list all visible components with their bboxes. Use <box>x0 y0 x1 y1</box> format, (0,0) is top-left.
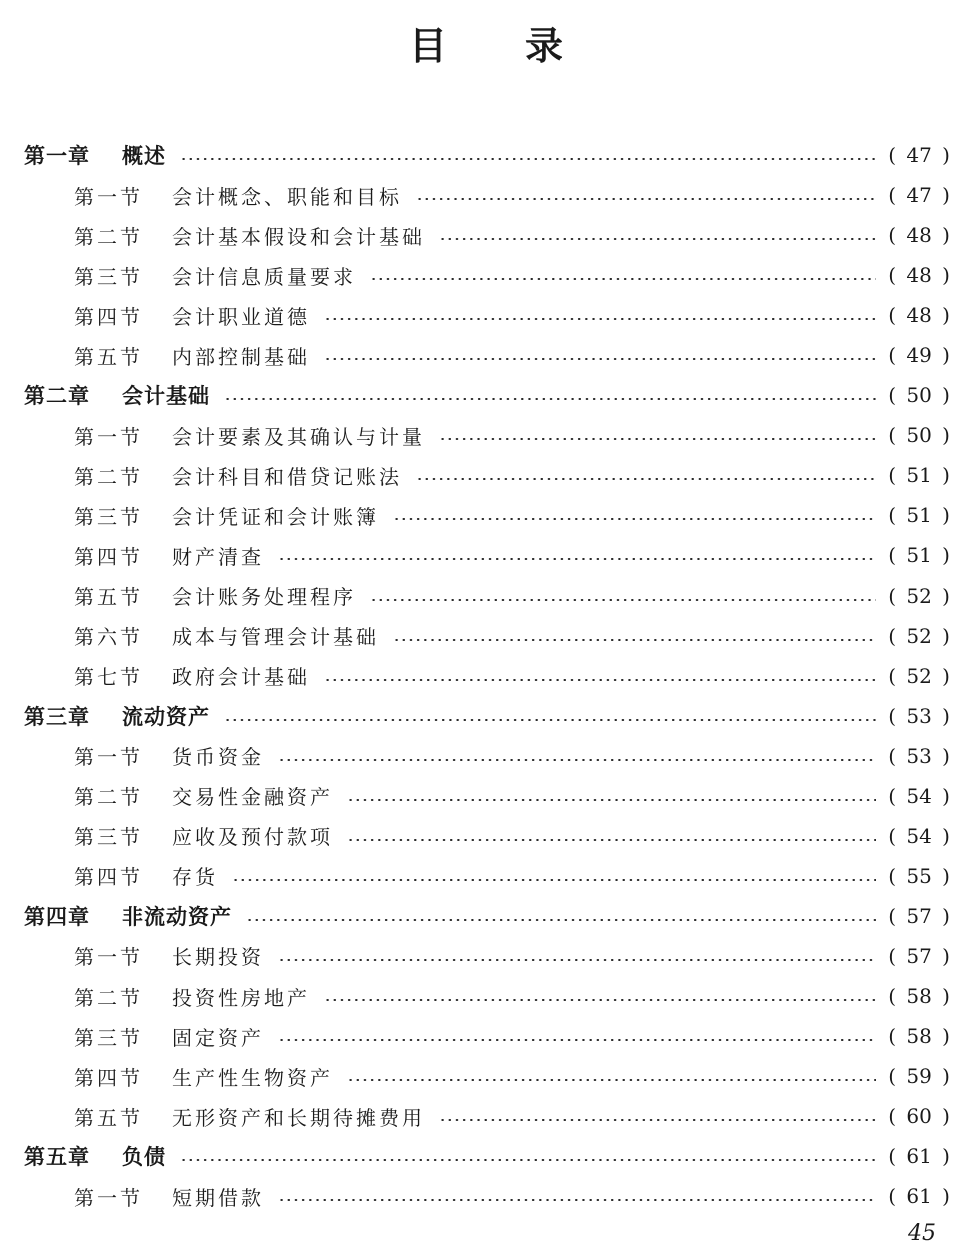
entry-title: 概述 <box>122 144 166 169</box>
entry-number: 第一节 <box>74 745 143 770</box>
entry-page-number: ( 58 ) <box>888 984 950 1008</box>
entry-page-number: ( 57 ) <box>888 903 950 928</box>
entry-page-number: ( 52 ) <box>888 583 950 608</box>
dot-leader <box>232 879 876 881</box>
toc-section-entry[interactable] <box>0 736 972 776</box>
toc-section-entry[interactable] <box>0 1176 972 1216</box>
entry-number: 第五节 <box>74 344 143 369</box>
toc-section-entry[interactable] <box>0 415 972 455</box>
entry-page-number: ( 52 ) <box>888 663 950 688</box>
entry-title: 会计凭证和会计账簿 <box>172 504 379 529</box>
entry-number: 第七节 <box>74 665 143 690</box>
entry-title: 会计要素及其确认与计量 <box>172 424 425 449</box>
entry-title: 负债 <box>122 1145 166 1170</box>
toc-section-entry[interactable] <box>0 495 972 535</box>
entry-title: 会计账务处理程序 <box>172 585 356 610</box>
dot-leader <box>347 799 876 801</box>
dot-leader <box>324 999 876 1001</box>
toc-section-entry[interactable] <box>0 535 972 575</box>
entry-number: 第一节 <box>74 1185 143 1210</box>
toc-section-entry[interactable] <box>0 1016 972 1056</box>
entry-number: 第一节 <box>74 184 143 209</box>
entry-page-number: ( 55 ) <box>888 863 950 888</box>
entry-page-number: ( 54 ) <box>888 783 950 808</box>
toc-section-entry[interactable] <box>0 455 972 495</box>
entry-title: 会计科目和借贷记账法 <box>172 464 402 489</box>
entry-title: 会计信息质量要求 <box>172 264 356 289</box>
entry-title: 存货 <box>172 865 218 890</box>
toc-section-entry[interactable] <box>0 335 972 375</box>
toc-section-entry[interactable] <box>0 1056 972 1096</box>
entry-page-number: ( 47 ) <box>888 183 950 208</box>
entry-page-number: ( 51 ) <box>888 543 950 568</box>
entry-page-number: ( 50 ) <box>888 423 950 448</box>
entry-number: 第四章 <box>24 904 90 929</box>
toc-section-entry[interactable] <box>0 215 972 255</box>
entry-number: 第三节 <box>74 264 143 289</box>
dot-leader <box>246 919 876 921</box>
toc-chapter-entry[interactable] <box>0 1136 972 1176</box>
entry-number: 第一章 <box>24 144 90 169</box>
dot-leader <box>416 198 876 200</box>
entry-title: 货币资金 <box>172 745 264 770</box>
entry-title: 会计基础 <box>122 384 210 409</box>
entry-page-number: ( 57 ) <box>888 943 950 968</box>
entry-number: 第二节 <box>74 224 143 249</box>
entry-page-number: ( 60 ) <box>888 1104 950 1129</box>
toc-chapter-entry[interactable] <box>0 135 972 175</box>
entry-page-number: ( 48 ) <box>888 303 950 328</box>
entry-number: 第四节 <box>74 1065 143 1090</box>
entry-title: 固定资产 <box>172 1025 264 1050</box>
dot-leader <box>278 759 876 761</box>
dot-leader <box>347 1079 876 1081</box>
entry-number: 第五节 <box>74 1105 143 1130</box>
entry-page-number: ( 49 ) <box>888 343 950 368</box>
page-title: 目录 <box>408 24 641 68</box>
dot-leader <box>224 719 876 721</box>
entry-page-number: ( 58 ) <box>888 1024 950 1049</box>
dot-leader <box>439 1119 876 1121</box>
toc-section-entry[interactable] <box>0 936 972 976</box>
entry-page-number: ( 51 ) <box>888 503 950 528</box>
entry-page-number: ( 52 ) <box>888 623 950 648</box>
table-of-contents <box>0 135 972 1216</box>
entry-title: 应收及预付款项 <box>172 825 333 850</box>
entry-title: 流动资产 <box>122 704 210 729</box>
entry-title: 投资性房地产 <box>172 985 310 1010</box>
entry-number: 第二章 <box>24 384 90 409</box>
entry-title: 会计概念、职能和目标 <box>172 184 402 209</box>
dot-leader <box>278 1039 876 1041</box>
entry-title: 生产性生物资产 <box>172 1065 333 1090</box>
entry-page-number: ( 53 ) <box>888 703 950 728</box>
toc-section-entry[interactable] <box>0 816 972 856</box>
entry-number: 第五节 <box>74 585 143 610</box>
entry-title: 会计职业道德 <box>172 304 310 329</box>
toc-section-entry[interactable] <box>0 656 972 696</box>
dot-leader <box>278 1199 876 1201</box>
entry-title: 财产清查 <box>172 544 264 569</box>
entry-title: 短期借款 <box>172 1185 264 1210</box>
entry-title: 内部控制基础 <box>172 344 310 369</box>
entry-title: 无形资产和长期待摊费用 <box>172 1105 425 1130</box>
entry-number: 第二节 <box>74 464 143 489</box>
entry-page-number: ( 54 ) <box>888 823 950 848</box>
toc-section-entry[interactable] <box>0 776 972 816</box>
entry-number: 第三节 <box>74 504 143 529</box>
dot-leader <box>370 278 876 280</box>
entry-page-number: ( 53 ) <box>888 743 950 768</box>
entry-number: 第三章 <box>24 704 90 729</box>
entry-number: 第三节 <box>74 825 143 850</box>
entry-title: 交易性金融资产 <box>172 785 333 810</box>
entry-title: 会计基本假设和会计基础 <box>172 224 425 249</box>
toc-chapter-entry[interactable] <box>0 696 972 736</box>
entry-number: 第四节 <box>74 865 143 890</box>
dot-leader <box>393 518 876 520</box>
entry-number: 第二节 <box>74 985 143 1010</box>
page-number: 45 <box>908 1221 936 1246</box>
dot-leader <box>439 238 876 240</box>
entry-number: 第三节 <box>74 1025 143 1050</box>
entry-page-number: ( 61 ) <box>888 1184 950 1209</box>
toc-section-entry[interactable] <box>0 976 972 1016</box>
entry-page-number: ( 47 ) <box>888 143 950 168</box>
entry-page-number: ( 51 ) <box>888 463 950 488</box>
dot-leader <box>347 839 876 841</box>
entry-number: 第二节 <box>74 785 143 810</box>
toc-chapter-entry[interactable] <box>0 375 972 415</box>
entry-title: 长期投资 <box>172 945 264 970</box>
dot-leader <box>278 558 876 560</box>
dot-leader <box>278 959 876 961</box>
dot-leader <box>180 158 876 160</box>
dot-leader <box>370 599 876 601</box>
entry-title: 政府会计基础 <box>172 665 310 690</box>
toc-section-entry[interactable] <box>0 856 972 896</box>
dot-leader <box>324 318 876 320</box>
toc-section-entry[interactable] <box>0 295 972 335</box>
toc-chapter-entry[interactable] <box>0 896 972 936</box>
dot-leader <box>324 358 876 360</box>
dot-leader <box>224 398 876 400</box>
entry-page-number: ( 50 ) <box>888 383 950 408</box>
dot-leader <box>439 438 876 440</box>
toc-section-entry[interactable] <box>0 1096 972 1136</box>
entry-title: 非流动资产 <box>122 904 232 929</box>
dot-leader <box>180 1159 876 1161</box>
entry-page-number: ( 61 ) <box>888 1144 950 1169</box>
toc-section-entry[interactable] <box>0 255 972 295</box>
entry-page-number: ( 48 ) <box>888 223 950 248</box>
entry-page-number: ( 48 ) <box>888 263 950 288</box>
entry-title: 成本与管理会计基础 <box>172 625 379 650</box>
dot-leader <box>324 679 876 681</box>
entry-number: 第四节 <box>74 304 143 329</box>
entry-number: 第五章 <box>24 1145 90 1170</box>
entry-number: 第六节 <box>74 625 143 650</box>
toc-section-entry[interactable] <box>0 175 972 215</box>
entry-page-number: ( 59 ) <box>888 1064 950 1089</box>
entry-number: 第四节 <box>74 544 143 569</box>
entry-number: 第一节 <box>74 945 143 970</box>
entry-number: 第一节 <box>74 424 143 449</box>
dot-leader <box>393 639 876 641</box>
toc-section-entry[interactable] <box>0 616 972 656</box>
toc-section-entry[interactable] <box>0 576 972 616</box>
dot-leader <box>416 478 876 480</box>
